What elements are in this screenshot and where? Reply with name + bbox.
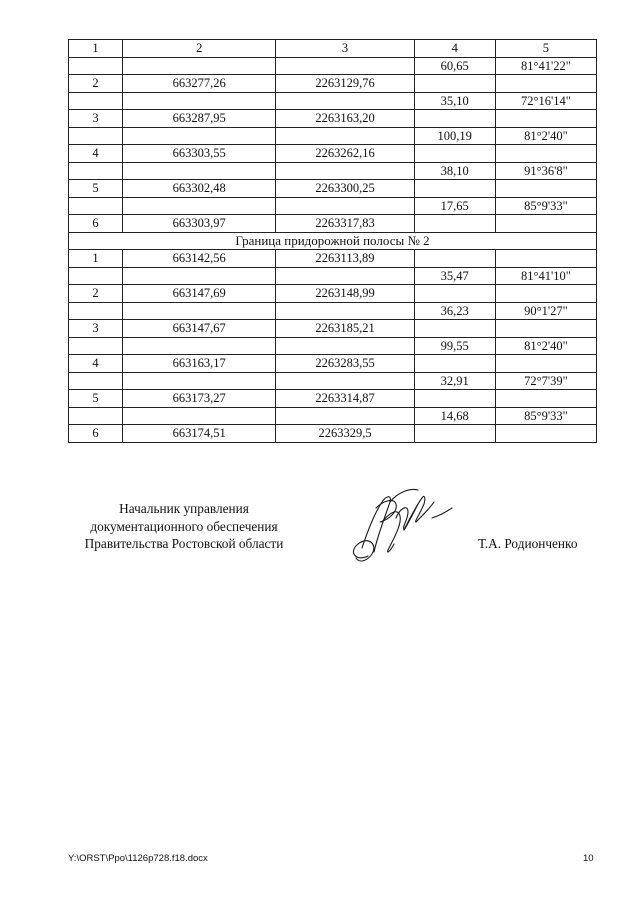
point-number-cell: 2: [69, 75, 123, 93]
x-coordinate-cell: 663147,69: [123, 285, 276, 303]
length-cell: 38,10: [414, 162, 495, 180]
segment-row: [69, 197, 597, 215]
direction-angle-cell: 90°1'27": [495, 302, 596, 320]
length-cell: [414, 110, 495, 128]
direction-angle-cell: [495, 390, 596, 408]
direction-angle-cell: 91°36'8": [495, 162, 596, 180]
x-coordinate-cell: [123, 92, 276, 110]
segment-row: [69, 372, 597, 390]
point-row: [69, 425, 597, 443]
length-cell: 17,65: [414, 197, 495, 215]
x-coordinate-cell: [123, 267, 276, 285]
y-coordinate-cell: [276, 407, 414, 425]
x-coordinate-cell: [123, 197, 276, 215]
length-cell: [414, 145, 495, 163]
column-header-1: 1: [69, 40, 123, 58]
point-number-cell: 4: [69, 355, 123, 373]
x-coordinate-cell: 663303,97: [123, 215, 276, 233]
y-coordinate-cell: 2263163,20: [276, 110, 414, 128]
length-cell: 35,10: [414, 92, 495, 110]
column-header-3: 3: [276, 40, 414, 58]
point-row: [69, 355, 597, 373]
point-number-cell: 3: [69, 320, 123, 338]
y-coordinate-cell: [276, 372, 414, 390]
signer-title: [62, 500, 306, 553]
y-coordinate-cell: 2263113,89: [276, 250, 414, 268]
direction-angle-cell: 85°9'33": [495, 197, 596, 215]
y-coordinate-cell: 2263148,99: [276, 285, 414, 303]
length-cell: 35,47: [414, 267, 495, 285]
direction-angle-cell: [495, 355, 596, 373]
y-coordinate-cell: 2263317,83: [276, 215, 414, 233]
x-coordinate-cell: 663142,56: [123, 250, 276, 268]
point-row: [69, 390, 597, 408]
column-header-2: 2: [123, 40, 276, 58]
column-header-5: 5: [495, 40, 596, 58]
page-number: 10: [583, 853, 594, 864]
x-coordinate-cell: [123, 407, 276, 425]
direction-angle-cell: 81°41'10": [495, 267, 596, 285]
length-cell: 14,68: [414, 407, 495, 425]
length-cell: 60,65: [414, 57, 495, 75]
length-cell: [414, 425, 495, 443]
segment-row: [69, 92, 597, 110]
length-cell: 32,91: [414, 372, 495, 390]
footer-file-path: Y:\ORST\Ppo\1126p728.f18.docx: [68, 853, 208, 864]
y-coordinate-cell: [276, 337, 414, 355]
point-number-cell: 3: [69, 110, 123, 128]
point-row: [69, 285, 597, 303]
point-number-cell: 5: [69, 390, 123, 408]
point-number-cell: 6: [69, 425, 123, 443]
length-cell: [414, 285, 495, 303]
point-row: [69, 250, 597, 268]
coordinates-table-body: [69, 40, 597, 443]
y-coordinate-cell: 2263300,25: [276, 180, 414, 198]
point-row: [69, 145, 597, 163]
section-title: Граница придорожной полосы № 2: [69, 232, 597, 250]
direction-angle-cell: [495, 285, 596, 303]
section-title-row: [69, 232, 597, 250]
coordinates-table: [68, 39, 597, 443]
point-row: [69, 75, 597, 93]
length-cell: [414, 215, 495, 233]
point-number-cell: [69, 197, 123, 215]
length-cell: [414, 250, 495, 268]
point-number-cell: [69, 162, 123, 180]
direction-angle-cell: [495, 320, 596, 338]
length-cell: 100,19: [414, 127, 495, 145]
x-coordinate-cell: 663147,67: [123, 320, 276, 338]
x-coordinate-cell: 663277,26: [123, 75, 276, 93]
segment-row: [69, 162, 597, 180]
point-number-cell: [69, 127, 123, 145]
segment-row: [69, 407, 597, 425]
length-cell: [414, 180, 495, 198]
x-coordinate-cell: [123, 57, 276, 75]
direction-angle-cell: 72°7'39": [495, 372, 596, 390]
y-coordinate-cell: 2263283,55: [276, 355, 414, 373]
point-number-cell: 2: [69, 285, 123, 303]
point-number-cell: 6: [69, 215, 123, 233]
y-coordinate-cell: [276, 127, 414, 145]
signer-name: Т.А. Родионченко: [478, 536, 578, 551]
point-number-cell: [69, 92, 123, 110]
direction-angle-cell: 81°2'40": [495, 337, 596, 355]
signer-title-line: Правительства Ростовской области: [84, 536, 284, 551]
length-cell: [414, 75, 495, 93]
y-coordinate-cell: 2263185,21: [276, 320, 414, 338]
direction-angle-cell: [495, 180, 596, 198]
point-number-cell: [69, 372, 123, 390]
y-coordinate-cell: [276, 197, 414, 215]
point-row: [69, 215, 597, 233]
x-coordinate-cell: [123, 337, 276, 355]
x-coordinate-cell: [123, 302, 276, 320]
point-number-cell: 4: [69, 145, 123, 163]
y-coordinate-cell: [276, 302, 414, 320]
y-coordinate-cell: [276, 92, 414, 110]
length-cell: 36,23: [414, 302, 495, 320]
x-coordinate-cell: 663174,51: [123, 425, 276, 443]
x-coordinate-cell: 663302,48: [123, 180, 276, 198]
y-coordinate-cell: 2263314,87: [276, 390, 414, 408]
y-coordinate-cell: 2263129,76: [276, 75, 414, 93]
y-coordinate-cell: 2263329,5: [276, 425, 414, 443]
segment-row: [69, 57, 597, 75]
length-cell: [414, 390, 495, 408]
direction-angle-cell: [495, 75, 596, 93]
y-coordinate-cell: [276, 162, 414, 180]
direction-angle-cell: 85°9'33": [495, 407, 596, 425]
x-coordinate-cell: 663303,55: [123, 145, 276, 163]
x-coordinate-cell: 663163,17: [123, 355, 276, 373]
point-number-cell: [69, 337, 123, 355]
segment-row: [69, 302, 597, 320]
y-coordinate-cell: [276, 57, 414, 75]
point-number-cell: [69, 407, 123, 425]
table-header-row: [69, 40, 597, 58]
signer-title-line: документационного обеспечения: [90, 518, 278, 534]
direction-angle-cell: [495, 425, 596, 443]
x-coordinate-cell: [123, 372, 276, 390]
direction-angle-cell: 81°2'40": [495, 127, 596, 145]
x-coordinate-cell: 663287,95: [123, 110, 276, 128]
y-coordinate-cell: 2263262,16: [276, 145, 414, 163]
y-coordinate-cell: [276, 267, 414, 285]
point-row: [69, 320, 597, 338]
length-cell: 99,55: [414, 337, 495, 355]
direction-angle-cell: 81°41'22": [495, 57, 596, 75]
point-row: [69, 180, 597, 198]
direction-angle-cell: [495, 145, 596, 163]
direction-angle-cell: [495, 250, 596, 268]
x-coordinate-cell: [123, 162, 276, 180]
segment-row: [69, 267, 597, 285]
x-coordinate-cell: 663173,27: [123, 390, 276, 408]
direction-angle-cell: [495, 215, 596, 233]
segment-row: [69, 337, 597, 355]
direction-angle-cell: [495, 110, 596, 128]
signer-title-line: Начальник управления: [119, 501, 249, 516]
x-coordinate-cell: [123, 127, 276, 145]
column-header-4: 4: [414, 40, 495, 58]
point-row: [69, 110, 597, 128]
point-number-cell: 5: [69, 180, 123, 198]
point-number-cell: [69, 267, 123, 285]
handwritten-signature: [338, 478, 458, 573]
length-cell: [414, 320, 495, 338]
point-number-cell: [69, 302, 123, 320]
segment-row: [69, 127, 597, 145]
point-number-cell: [69, 57, 123, 75]
direction-angle-cell: 72°16'14": [495, 92, 596, 110]
length-cell: [414, 355, 495, 373]
point-number-cell: 1: [69, 250, 123, 268]
